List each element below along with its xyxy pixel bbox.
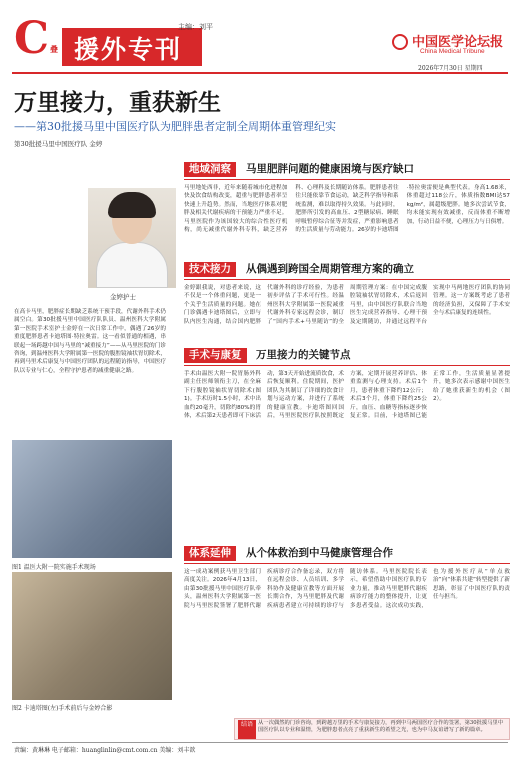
section-title: 马里肥胖问题的健康困境与医疗缺口: [246, 163, 414, 175]
editor-credit: 主编：刘平: [178, 23, 213, 31]
intro-text: 在高卡马里，肥胖症长期缺乏系统干预手段，代谢外科手术仍属空白。第30批援马里中国医疗队队员、温州医科大学附属第一医院手术室护士金婷在一次日常工作中，偶遇了26岁的重度肥胖患者卡迪塔图·特拉奥雷。这一看似普通的相遇，串联起一场跨越中国与马里的“减重接力”——从马里医院的门诊咨询，到温州医科大学附属第一医院的腹腔镜袖状胃切除术，再到马里术后康复与中国医疗团队的远程随访指导，中国医疗队以专业与仁心，全程守护患者的减重健康之路。: [14, 309, 166, 374]
section-letter: C: [14, 13, 50, 64]
section-tag: 体系延伸: [184, 546, 236, 561]
section-tag: 手术与康复: [184, 348, 247, 363]
patient-photo: [12, 572, 172, 700]
logo-chinese-name: 中国医学论坛报: [412, 35, 504, 50]
section-header-system: [184, 546, 510, 561]
banner-title: 援外专刊: [74, 35, 183, 64]
section-header-regional: [184, 162, 510, 177]
issue-date: 2026年7月30日 星期四: [418, 65, 483, 72]
surgery-photo: [12, 440, 172, 558]
section-header-tech: [184, 262, 510, 277]
section-rule: [184, 365, 510, 366]
article-headline: 万里接力，重获新生: [14, 90, 221, 116]
section-text-system: 这一成功案例获马里卫生部门高度关注。2026年4月13日，由第30批援马里中国医疗队牵头，温州医科大学附属第一医院与马里医院签署了肥胖代谢疾病诊疗合作备忘录，双方将在远程会诊、人员培训、多学科协作及健康宣教等方面开展长期合作，为马里肥胖及代谢疾病患者建立可持续的诊疗与随访体系。马里医院院长表示，希望借助中国医疗队的专业力量，推动马里肥胖代谢疾病诊疗能力的整体提升，让更多患者受益。这次成功实践，也为援外医疗从“单点救治”向“体系共建”转型提供了新思路，彰显了中国医疗队的责任与担当。: [184, 569, 510, 609]
section-text-surgery: 手术由温医大附一院胃肠外科副主任医师领衔主刀，在全麻下行腹腔镜袖状胃切除术(图1)。手术历时1.5小时，术中出血约20毫升，切除约80%的胃体，术后第2天患者即可下床活动，第3天开始进流质饮食，术后恢复顺利。住院期间，医护团队为其制订了详细的饮食计划与运动方案，并进行了系统的健康宣教。卡迪塔图回国后，马里医院医疗队按照既定方案，定期开展营养评估、体重监测与心理支持。术后1个月，患者体重下降约12公斤；术后3个月，体重下降约25公斤，血压、血糖等指标逐步恢复正常。目前，卡迪塔图已能正常工作，生活质量显著提升，她多次表示感谢中国医生给了她重获新生的机会（图2）。: [184, 371, 510, 420]
section-rule: [184, 563, 510, 564]
article-byline: 第30批援马里中国医疗队 金婷: [14, 140, 103, 148]
section-sub-label: 叠: [50, 44, 58, 54]
footer-credits: 责编：黄琳琳 电子邮箱：huanglinlin@cmt.com.cn 美编：刘丰歆: [14, 747, 196, 754]
epilogue-tag: 结语: [238, 720, 256, 739]
section-title: 万里接力的关键节点: [256, 349, 351, 361]
section-rule: [184, 179, 510, 180]
photo-caption-2: 图2 卡迪塔图(左)手术前后与金婷合影: [12, 705, 113, 712]
article-subheadline: ——第30批援马里中国医疗队为肥胖患者定制全周期体重管理纪实: [14, 120, 336, 133]
section-tag: 地域洞察: [184, 162, 236, 177]
footer-divider: [12, 742, 508, 743]
doctor-caption: 金婷护士: [110, 293, 136, 301]
logo-english-name: China Medical Tribune: [420, 48, 485, 55]
section-header-surgery: [184, 348, 510, 363]
logo-emblem-icon: [392, 34, 408, 50]
doctor-coat-shape: [96, 242, 168, 288]
section-text-tech: 金婷跟我说，对患者来说，这不仅是一个体重问题，更是一个关乎生活质量的问题。她在门诊偶遇卡迪塔图后，立即与队内医生沟通，结合国内肥胖代谢外科的诊疗经验，为患者初步评估了手术可行性。经温州医科大学附属第一医院减重代谢外科专家远程会诊，制订了“国内手术+马里随访”的全周期管理方案：在中国完成腹腔镜袖状胃切除术，术后返回马里，由中国医疗队联合当地医生完成营养指导、心理干预及定期随访，并通过远程平台实现中马两地医疗团队的协同管理。这一方案既考虑了患者的经济负担，又保障了手术安全与术后康复的连续性。: [184, 285, 510, 325]
section-title: 从偶遇到跨国全周期管理方案的确立: [246, 263, 414, 275]
photo-caption-1: 图1 温医大附一院实施手术现场: [12, 564, 96, 571]
section-tag: 技术接力: [184, 262, 236, 277]
section-title: 从个体救治到中马健康管理合作: [246, 547, 393, 559]
section-rule: [184, 279, 510, 280]
masthead-divider: [12, 72, 508, 74]
epilogue-text: 从一次偶然的门诊咨询，到跨越万里的手术与康复接力，再到中马两国医疗合作的签署，第30批援马里中国医疗队以专业和温情，为肥胖患者点亮了重获新生的希望之光，也为中马友谊谱写了新的篇章。: [258, 720, 504, 733]
section-text-regional: 马里地处西非，近年来随着城市化进程加快及饮食结构改变，超重与肥胖患者率呈快速上升趋势。然而，当地医疗体系对肥胖及相关代谢疾病的干预能力严重不足。马里医院作为该国较大的综合性医疗机构，尚无减重代谢外科专科，缺乏营养科、心理科及长期随访体系。肥胖患者往往只能依靠节食运动，缺乏科学指导和系统监测，难以取得持久效果。与此同时，肥胖所引发的高血压、2型糖尿病、睡眠呼吸暂停综合征等并发症，严重影响患者的生活质量与劳动能力。26岁的卡迪塔图·特拉奥雷便是典型代表。身高1.68米，体重超过118公斤，体质指数BMI达57 kg/m²，属超级肥胖。她多次尝试节食，均未能实现有效减重，反而体重不断增加，行动日益不便，心理压力与日俱增。: [184, 185, 510, 234]
